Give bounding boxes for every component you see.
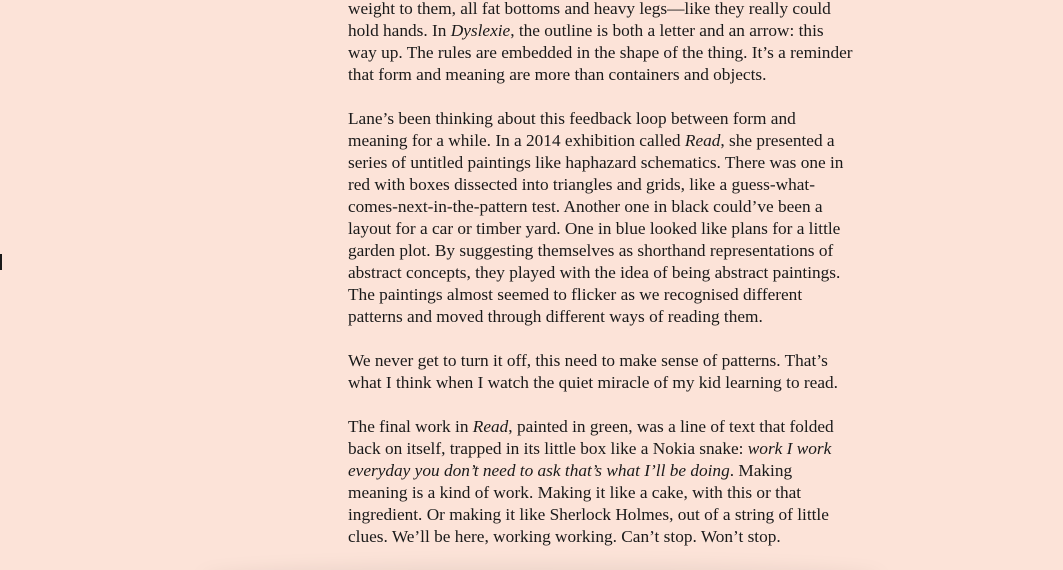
text-line [348, 130, 888, 152]
text-segment: patterns and moved through different ways of reading them. [348, 307, 763, 326]
text-segment: that form and meaning are more than containers and objects. [348, 65, 767, 84]
text-segment: clues. We’ll be here, working working. Can’t stop. Won’t stop. [348, 527, 781, 546]
paragraph-dyslexie [348, 0, 888, 86]
text-segment: , the outline is both a letter and an arrow: this [510, 21, 824, 40]
text-segment: back on itself, trapped in its little box like a Nokia snake: [348, 439, 748, 458]
text-line [348, 108, 888, 130]
edge-bracket-icon [0, 254, 2, 270]
text-line [348, 0, 888, 20]
text-segment: meaning for a while. In a 2014 exhibition called [348, 131, 685, 150]
italic-text: everyday you don’t need to ask that’s what I’ll be doing [348, 461, 730, 480]
text-line [348, 438, 888, 460]
text-segment: red with boxes dissected into triangles and grids, like a guess-what- [348, 175, 815, 194]
text-line [348, 284, 888, 306]
text-segment: ingredient. Or making it like Sherlock Holmes, out of a string of little [348, 505, 829, 524]
text-line [348, 416, 888, 438]
italic-text: Dyslexie [450, 21, 511, 40]
paragraph-read-exhibition [348, 108, 888, 328]
text-line [348, 306, 888, 328]
text-segment: We never get to turn it off, this need to make sense of patterns. That’s [348, 351, 828, 370]
text-line [348, 504, 888, 526]
text-line [348, 460, 888, 482]
paragraph-final-work [348, 416, 888, 548]
text-line [348, 218, 888, 240]
text-segment: hold hands. In [348, 21, 451, 40]
text-segment: comes-next-in-the-pattern test. Another one in black could’ve been a [348, 197, 823, 216]
text-line [348, 350, 888, 372]
text-segment: meaning is a kind of work. Making it like a cake, with this or that [348, 483, 802, 502]
text-segment: layout for a car or timber yard. One in blue looked like plans for a little [348, 219, 841, 238]
text-segment: abstract concepts, they played with the idea of being abstract paintings. [348, 263, 841, 282]
text-segment: weight to them, all fat bottoms and heavy legs—like they really could [348, 0, 831, 18]
text-line [348, 42, 888, 64]
text-segment: The paintings almost seemed to flicker as we recognised different [348, 285, 803, 304]
text-line [348, 196, 888, 218]
text-segment: . Making [729, 461, 793, 480]
text-line [348, 174, 888, 196]
italic-text: Read [472, 417, 509, 436]
text-line [348, 240, 888, 262]
text-segment: what I think when I watch the quiet miracle of my kid learning to read. [348, 373, 838, 392]
text-line [348, 526, 888, 548]
text-segment: way up. The rules are embedded in the shape of the thing. It’s a reminder [348, 43, 853, 62]
italic-text: work I work [747, 439, 832, 458]
text-segment: , painted in green, was a line of text that folded [508, 417, 834, 436]
paragraph-patterns [348, 350, 888, 394]
article-body [348, 0, 888, 570]
text-segment: Lane’s been thinking about this feedback loop between form and [348, 109, 796, 128]
text-line [348, 20, 888, 42]
text-line [348, 482, 888, 504]
text-segment: , she presented a [720, 131, 835, 150]
text-line [348, 372, 888, 394]
italic-text: Read [684, 131, 721, 150]
text-segment: series of untitled paintings like haphazard schematics. There was one in [348, 153, 844, 172]
text-line [348, 64, 888, 86]
text-line [348, 152, 888, 174]
text-segment: garden plot. By suggesting themselves as shorthand representations of [348, 241, 834, 260]
text-line [348, 262, 888, 284]
text-segment: The final work in [348, 417, 473, 436]
